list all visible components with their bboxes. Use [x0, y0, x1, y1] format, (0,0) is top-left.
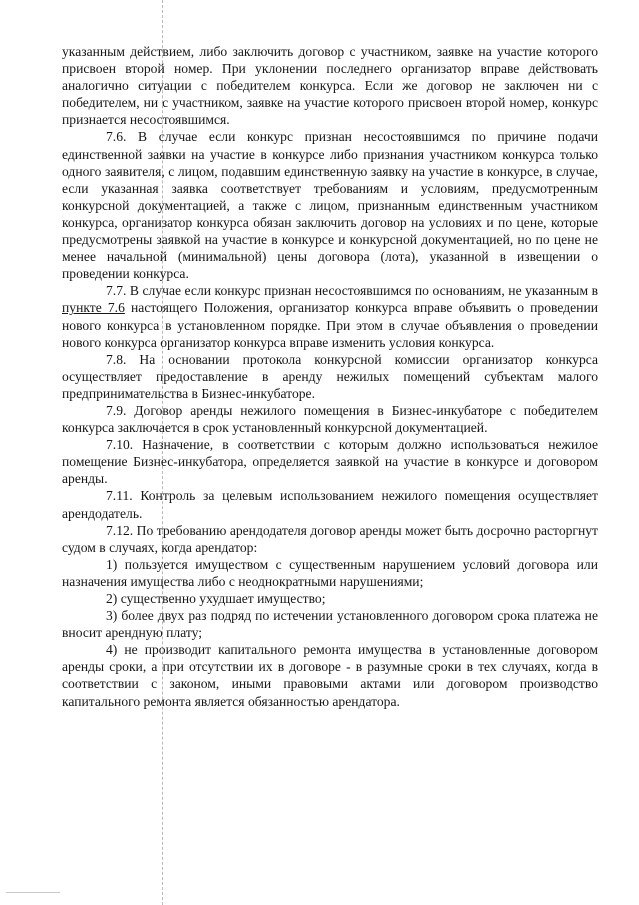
document-text — [62, 43, 598, 710]
reference-link[interactable]: пункте 7.6 — [62, 300, 125, 316]
paragraph-p-7-6 — [62, 128, 598, 282]
paragraph-p-7-10 — [62, 436, 598, 487]
paragraph-p-7-7 — [62, 282, 598, 350]
paragraph-p-7-12 — [62, 522, 598, 556]
paragraph-item-4 — [62, 641, 598, 709]
paragraph-text: 3) более двух раз подряд по истечении установленного договором срока платежа не вносит арендную плату; — [62, 608, 598, 641]
paragraph-item-2 — [62, 590, 598, 607]
paragraph-text: 1) пользуется имуществом с существенным нарушением условий договора или назначения имущества либо с неоднократными нарушениями; — [62, 556, 598, 589]
paragraph-text: 7.6. В случае если конкурс признан несостоявшимся по причине подачи единственной заявки на участие в конкурсе либо признания участником конкурса только одного заявителя, с лицом, подавшим единственную заявку на участие в конкурсе, в случае, если указанная заявка соответствует требованиям и условиям, предусмотренным конкурсной документацией, а также с лицом, признанным единственным участником конкурса, организатор конкурса обязан заключить договор на условиях и по цене, которые предусмотрены заявкой на участие в конкурсе и конкурсной документацией, но по цене не менее начальной (минимальной) цены договора (лота), указанной в извещении о проведении конкурса. — [62, 129, 598, 282]
scan-corner-mark — [6, 892, 60, 893]
paragraph-text: 7.8. На основании протокола конкурсной комиссии организатор конкурса осуществляет предоставление в аренду нежилых помещений субъектам малого предпринимательства в Бизнес-инкубаторе. — [62, 351, 598, 401]
paragraph-text: 7.9. Договор аренды нежилого помещения в Бизнес-инкубаторе с победителем конкурса заключается в срок установленный конкурсной документацией. — [62, 402, 598, 436]
paragraph-text: 7.10. Назначение, в соответствии с которым должно использоваться нежилое помещение Бизнес-инкубатора, определяется заявкой на участие в конкурсе и договором аренды. — [62, 437, 598, 487]
paragraph-item-3 — [62, 607, 598, 641]
paragraph-text: 7.11. Контроль за целевым использованием нежилого помещения осуществляет арендодатель. — [62, 488, 598, 521]
paragraph-p-7-9 — [62, 402, 598, 436]
paragraph-text: указанным действием, либо заключить договор с участником, заявке на участие которого присвоен второй номер. При уклонении последнего организатор вправе действовать аналогично ситуации с победителем конкурса. Если же договор не заключен ни с победителем, ни с участником, заявке на участие которого присвоен второй номер, конкурс признается несостоявшимся. — [62, 44, 598, 128]
paragraph-text: 2) существенно ухудшает имущество; — [106, 591, 326, 606]
paragraph-text: настоящего Положения, организатор конкурса вправе объявить о проведении нового конкурса в установленном порядке. При этом в случае объявления о проведении нового конкурса организатор конкурса вправе изменить условия конкурса. — [62, 300, 598, 350]
paragraph-text: 7.7. В случае если конкурс признан несостоявшимся по основаниям, не указанным в — [106, 283, 598, 299]
paragraph-cont — [62, 43, 598, 128]
paragraph-p-7-11 — [62, 487, 598, 521]
paragraph-item-1 — [62, 556, 598, 590]
paragraph-p-7-8 — [62, 351, 598, 402]
paragraph-text: 7.12. По требованию арендодателя договор аренды может быть досрочно расторгнут судом в случаях, когда арендатор: — [62, 522, 598, 555]
paragraph-text: 4) не производит капитального ремонта имущества в установленные договором аренды сроки, а при отсутствии их в договоре - в разумные сроки в тех случаях, когда в соответствии с законом, иными правовыми актами или договором производство капитального ремонта является обязанностью арендатора. — [62, 642, 598, 709]
